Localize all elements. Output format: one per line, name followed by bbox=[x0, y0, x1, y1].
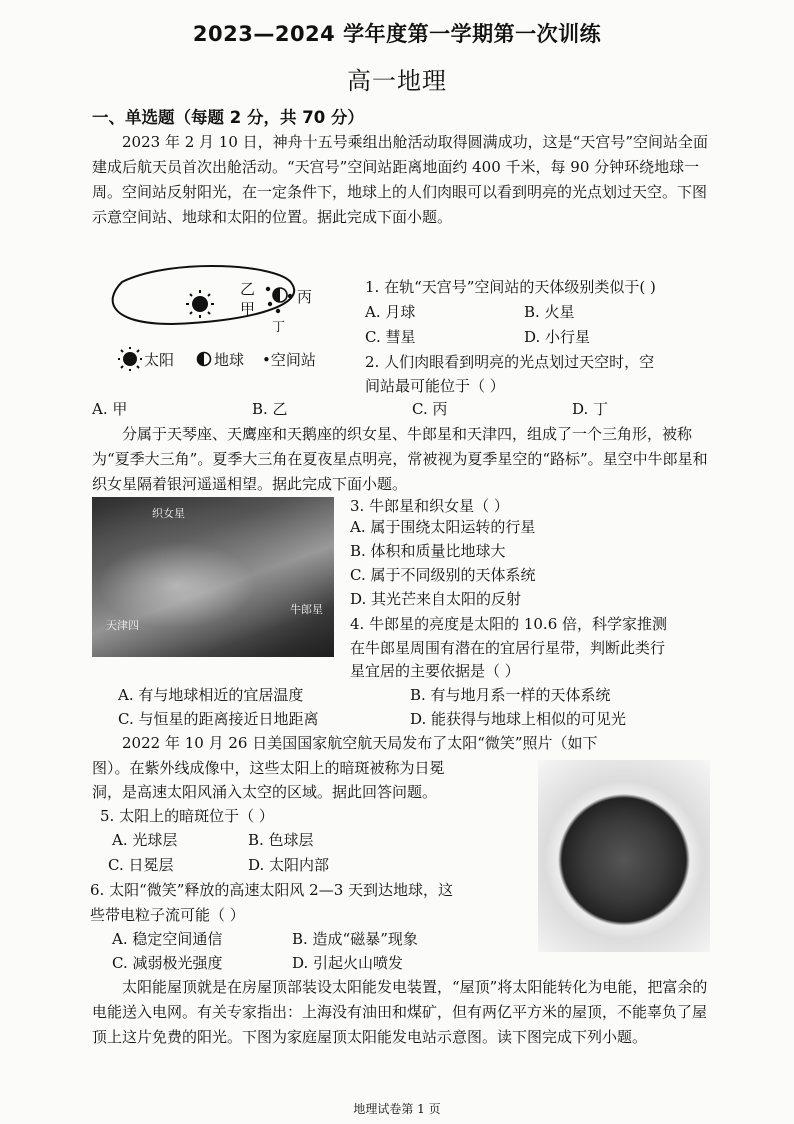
photo-label-deneb: 天津四 bbox=[106, 619, 139, 632]
q1-option-b[interactable]: B. 火星 bbox=[524, 303, 575, 321]
q6-option-b[interactable]: B. 造成“磁暴”现象 bbox=[292, 930, 418, 948]
label-yi: 乙 bbox=[240, 280, 256, 298]
label-ding: 丁 bbox=[272, 320, 286, 335]
photo-label-altair: 牛郎星 bbox=[290, 603, 323, 616]
q3-option-c[interactable]: C. 属于不同级别的天体系统 bbox=[350, 566, 536, 584]
station-dot-bing bbox=[288, 294, 292, 298]
q3-option-d[interactable]: D. 其光芒来自太阳的反射 bbox=[350, 590, 522, 608]
q5-option-c[interactable]: C. 日冕层 bbox=[108, 856, 174, 874]
label-bing: 丙 bbox=[297, 288, 313, 306]
q3-option-a[interactable]: A. 属于围绕太阳运转的行星 bbox=[350, 518, 536, 536]
q2-option-a[interactable]: A. 甲 bbox=[92, 400, 128, 418]
section-heading: 一、单选题（每题 2 分，共 70 分） bbox=[92, 108, 364, 127]
photo-label-vega: 织女星 bbox=[152, 507, 185, 520]
q1-stem: 1. 在轨“天宫号”空间站的天体级别类似于( ) bbox=[365, 278, 656, 296]
q6-stem-line1: 6. 太阳“微笑”释放的高速太阳风 2—3 天到达地球，这 bbox=[90, 881, 454, 899]
q5-option-b[interactable]: B. 色球层 bbox=[248, 831, 314, 849]
q2-option-c[interactable]: C. 丙 bbox=[412, 400, 448, 418]
sun-symbol bbox=[186, 290, 214, 318]
q5-option-d[interactable]: D. 太阳内部 bbox=[248, 856, 330, 874]
station-dot-yi bbox=[266, 287, 270, 291]
q6-option-d[interactable]: D. 引起火山喷发 bbox=[292, 954, 404, 972]
q6-stem-line2: 些带电粒子流可能（ ） bbox=[90, 906, 245, 924]
exam-title: 2023—2024 学年度第一学期第一次训练 bbox=[192, 22, 602, 46]
q4-option-d[interactable]: D. 能获得与地球上相似的可见光 bbox=[410, 710, 627, 728]
passage-sun-smile-line3: 洞，是高速太阳风涌入太空的区域。据此回答问题。 bbox=[92, 783, 438, 801]
q4-stem-line2: 在牛郎星周围有潜在的宜居行星带，判断此类行 bbox=[350, 639, 666, 657]
orbit-diagram bbox=[92, 262, 352, 382]
q4-option-c[interactable]: C. 与恒星的距离接近日地距离 bbox=[118, 710, 319, 728]
passage-summer-triangle: 分属于天琴座、天鹰座和天鹅座的织女星、牛郎星和天津四，组成了一个三角形，被称为“夏季大三角”。夏季大三角在夏夜星点明亮，常被视为夏季星空的“路标”。星空中牛郎星和织女星隔着银河遥遥相望。据此完成下面小题。 bbox=[92, 425, 708, 493]
q2-option-d[interactable]: D. 丁 bbox=[572, 400, 609, 418]
label-jia: 甲 bbox=[240, 300, 256, 318]
q6-option-a[interactable]: A. 稳定空间通信 bbox=[112, 930, 223, 948]
q3-stem: 3. 牛郎星和织女星（ ） bbox=[350, 497, 509, 515]
q1-option-d[interactable]: D. 小行星 bbox=[524, 328, 591, 346]
q3-option-b[interactable]: B. 体积和质量比地球大 bbox=[350, 542, 506, 560]
legend-sun-label: 太阳 bbox=[144, 351, 175, 369]
q1-option-c[interactable]: C. 彗星 bbox=[365, 328, 416, 346]
q4-stem-line1: 4. 牛郎星的亮度是太阳的 10.6 倍，科学家推测 bbox=[350, 615, 668, 633]
q5-stem: 5. 太阳上的暗斑位于（ ） bbox=[100, 807, 274, 825]
q2-stem-line2: 间站最可能位于（ ） bbox=[365, 377, 505, 395]
q1-option-a[interactable]: A. 月球 bbox=[365, 303, 416, 321]
legend-sun-symbol bbox=[118, 347, 142, 371]
station-dot-jia bbox=[268, 302, 272, 306]
exam-subject: 高一地理 bbox=[347, 67, 447, 95]
passage-sun-smile-line1: 2022 年 10 月 26 日美国国家航空航天局发布了太阳“微笑”照片（如下 bbox=[122, 734, 598, 752]
q2-stem-line1: 2. 人们肉眼看到明亮的光点划过天空时，空 bbox=[365, 353, 655, 371]
q6-option-c[interactable]: C. 减弱极光强度 bbox=[112, 954, 223, 972]
passage-sun-smile-line2: 图）。在紫外线成像中，这些太阳上的暗斑被称为日冕 bbox=[92, 759, 445, 777]
passage-space-station: 2023 年 2 月 10 日，神舟十五号乘组出舱活动取得圆满成功，这是“天宫号”空间站全面建成后航天员首次出舱活动。“天宫号”空间站距离地面约 400 千米，每 90 分钟环绕地球一周。空间站反射阳光，在一定条件下，地球上的人们肉眼可以看到明亮的光点划过天空。下图示意空间站、地球和太阳的位置。据此完成下面小题。 bbox=[92, 133, 708, 226]
legend-station-label: •空间站 bbox=[262, 351, 316, 369]
q5-option-a[interactable]: A. 光球层 bbox=[112, 831, 178, 849]
sun-smile-photo bbox=[538, 760, 710, 952]
q4-stem-line3: 星宜居的主要依据是（ ） bbox=[350, 662, 520, 680]
legend-earth-label: 地球 bbox=[214, 351, 245, 369]
passage-solar-roof: 太阳能屋顶就是在房屋顶部装设太阳能发电装置，“屋顶”将太阳能转化为电能，把富余的电能送入电网。有关专家指出：上海没有油田和煤矿，但有两亿平方米的屋顶，不能辜负了屋顶上这片免费的阳光。下图为家庭屋顶太阳能发电站示意图。读下图完成下列小题。 bbox=[92, 978, 708, 1046]
orbit-path bbox=[113, 266, 295, 324]
legend-earth-symbol bbox=[198, 353, 211, 366]
q4-option-b[interactable]: B. 有与地月系一样的天体系统 bbox=[410, 686, 611, 704]
q4-option-a[interactable]: A. 有与地球相近的宜居温度 bbox=[118, 686, 304, 704]
earth-symbol bbox=[273, 288, 287, 302]
page-footer: 地理试卷第 1 页 bbox=[353, 1102, 441, 1116]
station-dot-ding bbox=[276, 309, 280, 313]
summer-triangle-photo bbox=[92, 497, 334, 657]
q2-option-b[interactable]: B. 乙 bbox=[252, 400, 288, 418]
